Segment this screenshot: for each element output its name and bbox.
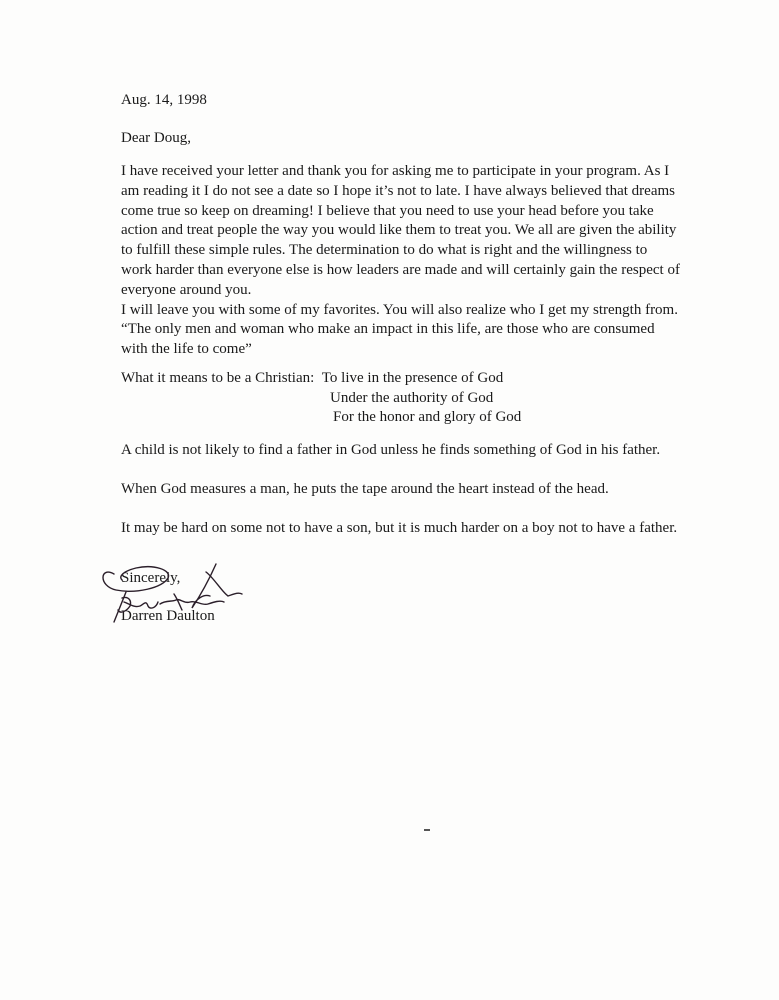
- paragraph-1: I have received your letter and thank you for asking me to participate in your program. As I am reading it I do not see a date so I hope it’s not to late. I have always believed that dreams come true so keep on dreaming! I believe that you need to use your head before you take action and treat people the way you would like them to treat you. We all are given the ability to fulfill these simple rules. The determination to do what is right and the willingness to work harder than everyone else is how leaders are made and will certainly gain the respect of everyone around you.: [121, 163, 680, 298]
- christian-line-2: Under the authority of God: [330, 389, 494, 406]
- stray-mark: [424, 829, 430, 831]
- quote-2: A child is not likely to find a father in God unless he finds something of God in his father.: [121, 442, 661, 458]
- christian-line-1: To live in the presence of God: [321, 370, 504, 386]
- letter-body: [121, 162, 681, 360]
- christian-row-3: [121, 408, 521, 428]
- closing: Sincerely,: [121, 570, 181, 586]
- signature-name: Darren Daulton: [121, 608, 215, 624]
- christian-label: What it means to be a Christian:: [121, 370, 315, 386]
- christian-row-1: [121, 369, 521, 389]
- quote-4: It may be hard on some not to have a son, but it is much harder on a boy not to have a father.: [121, 519, 678, 536]
- christian-row-2: [121, 389, 521, 409]
- quote-3: When God measures a man, he puts the tape around the heart instead of the head.: [121, 480, 609, 497]
- handwritten-signature: [96, 552, 246, 627]
- christian-line-3: For the honor and glory of God: [333, 409, 522, 426]
- salutation: Dear Doug,: [121, 130, 191, 146]
- quote-1: “The only men and woman who make an impact in this life, are those who are consumed with the life to come”: [121, 321, 655, 358]
- paragraph-2: I will leave you with some of my favorites. You will also realize who I get my strength from.: [121, 301, 678, 318]
- christian-definition: [121, 369, 521, 428]
- letter-date: Aug. 14, 1998: [121, 92, 207, 108]
- favorite-quotes: [121, 441, 691, 557]
